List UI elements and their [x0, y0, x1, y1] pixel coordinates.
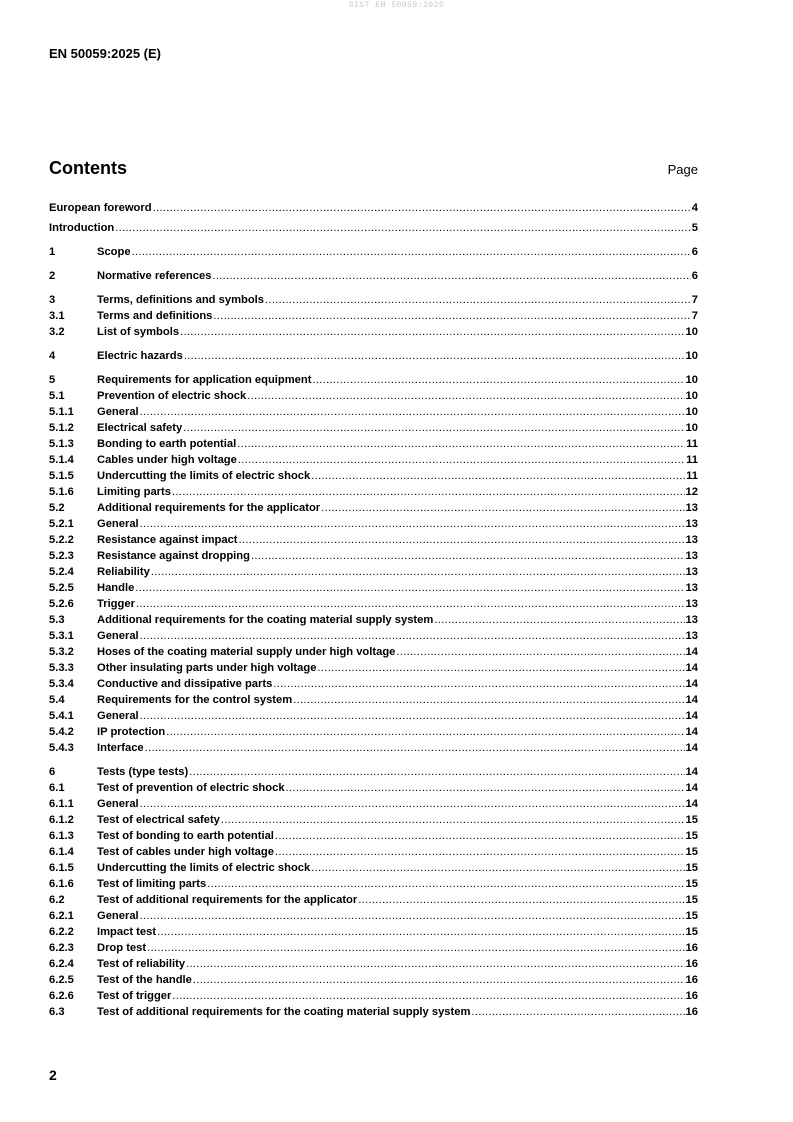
toc-entry-page: 15	[685, 894, 698, 906]
toc-entry[interactable]	[49, 940, 698, 956]
dot-leader	[193, 972, 685, 988]
toc-entry-title[interactable]: Normative references	[97, 270, 212, 282]
toc-entry[interactable]	[49, 404, 698, 420]
dot-leader	[238, 452, 685, 468]
toc-entry-page: 14	[685, 662, 698, 674]
dot-leader	[212, 268, 690, 284]
toc-entry[interactable]	[49, 740, 698, 756]
toc-entry-page: 10	[685, 326, 698, 338]
dot-leader	[311, 468, 685, 484]
toc-entry-number: 6.2.2	[49, 926, 74, 938]
toc-entry-title[interactable]: Cables under high voltage	[97, 454, 237, 466]
dot-leader	[140, 908, 685, 924]
toc-entry-number: 4	[49, 350, 56, 362]
toc-entry-title[interactable]: Bonding to earth potential	[97, 438, 237, 450]
toc-entry-title[interactable]: General	[97, 710, 139, 722]
toc-entry[interactable]	[49, 548, 698, 564]
toc-entry-title[interactable]: Scope	[97, 246, 131, 258]
page-column-label: Page	[667, 162, 698, 177]
toc-entry-number: 5.2.1	[49, 518, 74, 530]
dot-leader	[239, 532, 685, 548]
toc-entry[interactable]	[49, 708, 698, 724]
toc-entry-page: 10	[685, 374, 698, 386]
toc-entry[interactable]	[49, 676, 698, 692]
toc-entry-page: 15	[685, 878, 698, 890]
toc-entry-title[interactable]: Test of the handle	[97, 974, 192, 986]
dot-leader	[140, 708, 685, 724]
toc-entry-number: 5.3.2	[49, 646, 74, 658]
toc-entry-number: 5.4.1	[49, 710, 74, 722]
toc-entry-number: 5.2.5	[49, 582, 74, 594]
toc-entry-number: 5.2.3	[49, 550, 74, 562]
toc-entry-number: 6.2.3	[49, 942, 74, 954]
toc-entry-page: 15	[685, 926, 698, 938]
toc-entry[interactable]	[49, 612, 698, 628]
toc-entry-number: 5.2.6	[49, 598, 74, 610]
dot-leader	[434, 612, 684, 628]
toc-entry[interactable]	[49, 268, 698, 284]
dot-leader	[358, 892, 684, 908]
toc-entry-page: 16	[685, 1006, 698, 1018]
dot-leader	[275, 828, 685, 844]
toc-entry-number: 6.1.2	[49, 814, 74, 826]
toc-entry-page: 13	[685, 534, 698, 546]
toc-entry-page: 4	[691, 202, 698, 214]
toc-entry[interactable]	[49, 956, 698, 972]
toc-entry[interactable]	[49, 828, 698, 844]
toc-entry-title[interactable]: General	[97, 518, 139, 530]
toc-entry-title[interactable]: General	[97, 406, 139, 418]
toc-entry-page: 14	[685, 646, 698, 658]
toc-entry[interactable]	[49, 420, 698, 436]
dot-leader	[265, 292, 691, 308]
dot-leader	[135, 580, 684, 596]
toc-entry-number: 6.3	[49, 1006, 65, 1018]
toc-entry[interactable]	[49, 500, 698, 516]
toc-entry[interactable]	[49, 724, 698, 740]
toc-entry-title[interactable]: Requirements for the control system	[97, 694, 293, 706]
toc-entry[interactable]	[49, 244, 698, 260]
toc-entry[interactable]	[49, 1004, 698, 1020]
toc-entry-page: 15	[685, 814, 698, 826]
toc-entry-number: 5.2	[49, 502, 65, 514]
toc-entry-title[interactable]: Undercutting the limits of electric shock	[97, 470, 311, 482]
dot-leader	[153, 200, 691, 216]
dot-leader	[180, 324, 684, 340]
toc-entry[interactable]	[49, 844, 698, 860]
toc-entry-page: 13	[685, 550, 698, 562]
toc-entry-page: 14	[685, 694, 698, 706]
toc-entry-title[interactable]: Other insulating parts under high voltage	[97, 662, 317, 674]
toc-entry-page: 13	[685, 630, 698, 642]
toc-entry-page: 10	[685, 406, 698, 418]
dot-leader	[140, 516, 685, 532]
toc-entry-number: 5	[49, 374, 56, 386]
toc-entry-number: 1	[49, 246, 56, 258]
toc-entry-title[interactable]: Test of reliability	[97, 958, 186, 970]
toc-entry-title[interactable]: Test of bonding to earth potential	[97, 830, 274, 842]
dot-leader	[317, 660, 684, 676]
dot-leader	[147, 940, 684, 956]
dot-leader	[471, 1004, 684, 1020]
toc-entry[interactable]	[49, 892, 698, 908]
toc-entry-title[interactable]: Introduction	[49, 222, 115, 234]
toc-entry-title[interactable]: Terms and definitions	[97, 310, 213, 322]
toc-entry[interactable]	[49, 660, 698, 676]
toc-entry[interactable]	[49, 468, 698, 484]
toc-entry-title[interactable]: Tests (type tests)	[97, 766, 189, 778]
toc-entry[interactable]	[49, 532, 698, 548]
toc-entry-page: 16	[685, 990, 698, 1002]
dot-leader	[183, 420, 684, 436]
dot-leader	[132, 244, 691, 260]
toc-entry-title[interactable]: European foreword	[49, 202, 152, 214]
toc-entry-page: 6	[691, 270, 698, 282]
toc-entry-page: 12	[685, 486, 698, 498]
toc-entry-page: 11	[686, 454, 698, 466]
toc-entry-title[interactable]: Additional requirements for the coating material supply system	[97, 614, 434, 626]
dot-leader	[251, 548, 685, 564]
toc-entry-title[interactable]: Requirements for application equipment	[97, 374, 312, 386]
toc-entry-number: 2	[49, 270, 56, 282]
toc-entry[interactable]	[49, 308, 698, 324]
toc-entry-number: 6.1	[49, 782, 65, 794]
toc-entry-page: 11	[686, 470, 698, 482]
toc-entry-title[interactable]: General	[97, 630, 139, 642]
toc-entry[interactable]	[49, 860, 698, 876]
dot-leader	[321, 500, 684, 516]
toc-entry-number: 5.3	[49, 614, 65, 626]
toc-entry-number: 3.2	[49, 326, 65, 338]
toc-entry[interactable]	[49, 644, 698, 660]
toc-entry-page: 16	[685, 958, 698, 970]
toc-entry-title[interactable]: Resistance against impact	[97, 534, 238, 546]
toc-entry-page: 13	[685, 614, 698, 626]
toc-entry-title[interactable]: Test of trigger	[97, 990, 172, 1002]
toc-entry-page: 16	[685, 974, 698, 986]
toc-entry-title[interactable]: List of symbols	[97, 326, 180, 338]
toc-entry-page: 15	[685, 846, 698, 858]
toc-entry-number: 5.1.4	[49, 454, 74, 466]
toc-entry-title[interactable]: General	[97, 798, 139, 810]
toc-entry-number: 5.3.4	[49, 678, 74, 690]
dot-leader	[172, 988, 684, 1004]
toc-entry-title[interactable]: Electric hazards	[97, 350, 183, 362]
dot-leader	[136, 596, 685, 612]
toc-entry-title[interactable]: Resistance against dropping	[97, 550, 250, 562]
toc-entry-page: 15	[685, 910, 698, 922]
toc-entry[interactable]	[49, 372, 698, 388]
toc-entry[interactable]	[49, 988, 698, 1004]
toc-entry-page: 14	[685, 766, 698, 778]
toc-entry-number: 5.1.5	[49, 470, 74, 482]
toc-entry-title[interactable]: Electrical safety	[97, 422, 183, 434]
dot-leader	[172, 484, 685, 500]
dot-leader	[237, 436, 685, 452]
toc-entry-number: 5.1	[49, 390, 65, 402]
toc-entry-page: 14	[685, 678, 698, 690]
toc-entry[interactable]	[49, 292, 698, 308]
dot-leader	[312, 372, 684, 388]
toc-entry-number: 5.3.3	[49, 662, 74, 674]
dot-leader	[221, 812, 685, 828]
toc-entry-page: 6	[691, 246, 698, 258]
toc-entry[interactable]	[49, 484, 698, 500]
toc-entry[interactable]	[49, 796, 698, 812]
toc-entry-page: 15	[685, 830, 698, 842]
dot-leader	[311, 860, 684, 876]
toc-entry[interactable]	[49, 324, 698, 340]
dot-leader	[286, 780, 685, 796]
toc-entry-number: 5.4	[49, 694, 65, 706]
toc-entry[interactable]	[49, 628, 698, 644]
toc-entry-page: 13	[685, 502, 698, 514]
toc-entry-number: 3	[49, 294, 56, 306]
toc-entry-number: 5.1.1	[49, 406, 74, 418]
dot-leader	[293, 692, 684, 708]
toc-entry-number: 6.2	[49, 894, 65, 906]
toc-entry-number: 6.2.1	[49, 910, 74, 922]
toc-entry-title[interactable]: Test of cables under high voltage	[97, 846, 274, 858]
table-of-contents	[49, 200, 698, 1020]
toc-entry-number: 5.3.1	[49, 630, 74, 642]
toc-entry-page: 13	[685, 518, 698, 530]
toc-entry-page: 13	[685, 566, 698, 578]
toc-entry[interactable]	[49, 200, 698, 216]
dot-leader	[275, 844, 685, 860]
toc-entry-page: 10	[685, 350, 698, 362]
toc-entry-title[interactable]: Hoses of the coating material supply under high voltage	[97, 646, 396, 658]
toc-entry-page: 14	[685, 782, 698, 794]
toc-entry-title[interactable]: Test of additional requirements for the coating material supply system	[97, 1006, 471, 1018]
toc-entry-page: 10	[685, 422, 698, 434]
toc-entry-title[interactable]: IP protection	[97, 726, 166, 738]
toc-entry[interactable]	[49, 348, 698, 364]
toc-entry[interactable]	[49, 780, 698, 796]
toc-entry-title[interactable]: Conductive and dissipative parts	[97, 678, 273, 690]
document-id: EN 50059:2025 (E)	[49, 46, 162, 61]
toc-entry[interactable]	[49, 812, 698, 828]
toc-entry-page: 14	[685, 710, 698, 722]
toc-entry-page: 7	[691, 310, 698, 322]
dot-leader	[151, 564, 685, 580]
toc-entry[interactable]	[49, 516, 698, 532]
toc-entry-title[interactable]: Reliability	[97, 566, 150, 578]
dot-leader	[145, 740, 685, 756]
dot-leader	[157, 924, 684, 940]
toc-entry-title[interactable]: Test of additional requirements for the applicator	[97, 894, 358, 906]
dot-leader	[140, 404, 685, 420]
toc-entry[interactable]	[49, 580, 698, 596]
page-number: 2	[49, 1067, 57, 1083]
dot-leader	[189, 764, 684, 780]
toc-entry-number: 5.1.6	[49, 486, 74, 498]
toc-entry-number: 5.4.2	[49, 726, 74, 738]
toc-entry[interactable]	[49, 876, 698, 892]
toc-entry-number: 6.1.4	[49, 846, 74, 858]
toc-entry-number: 6.2.4	[49, 958, 74, 970]
toc-entry-page: 13	[685, 598, 698, 610]
toc-entry[interactable]	[49, 452, 698, 468]
dot-leader	[213, 308, 690, 324]
toc-entry-page: 14	[685, 798, 698, 810]
toc-entry-title[interactable]: Additional requirements for the applicator	[97, 502, 321, 514]
toc-entry-number: 6.1.6	[49, 878, 74, 890]
toc-entry[interactable]	[49, 436, 698, 452]
toc-entry-number: 6.2.6	[49, 990, 74, 1002]
toc-entry[interactable]	[49, 220, 698, 236]
toc-entry-page: 10	[685, 390, 698, 402]
toc-entry-number: 5.2.2	[49, 534, 74, 546]
toc-entry-number: 6.1.1	[49, 798, 74, 810]
toc-entry-title[interactable]: Prevention of electric shock	[97, 390, 247, 402]
toc-entry-number: 6.1.3	[49, 830, 74, 842]
toc-entry-title[interactable]: Undercutting the limits of electric shock	[97, 862, 311, 874]
toc-entry-number: 5.2.4	[49, 566, 74, 578]
dot-leader	[115, 220, 691, 236]
dot-leader	[186, 956, 684, 972]
toc-entry-title[interactable]: Drop test	[97, 942, 147, 954]
toc-entry-title[interactable]: Test of prevention of electric shock	[97, 782, 285, 794]
toc-entry-title[interactable]: Test of limiting parts	[97, 878, 207, 890]
toc-entry-number: 5.1.3	[49, 438, 74, 450]
toc-entry-page: 14	[685, 742, 698, 754]
dot-leader	[184, 348, 685, 364]
dot-leader	[207, 876, 684, 892]
toc-entry[interactable]	[49, 564, 698, 580]
toc-entry[interactable]	[49, 388, 698, 404]
toc-entry[interactable]	[49, 972, 698, 988]
toc-entry-page: 15	[685, 862, 698, 874]
toc-entry-number: 6.2.5	[49, 974, 74, 986]
dot-leader	[273, 676, 684, 692]
dot-leader	[140, 796, 685, 812]
toc-entry-title[interactable]: Test of electrical safety	[97, 814, 220, 826]
contents-title: Contents	[49, 158, 127, 178]
toc-entry-title[interactable]: Terms, definitions and symbols	[97, 294, 265, 306]
toc-entry-title[interactable]: Impact test	[97, 926, 157, 938]
dot-leader	[140, 628, 685, 644]
dot-leader	[166, 724, 684, 740]
toc-entry-number: 5.1.2	[49, 422, 74, 434]
toc-entry-title[interactable]: Trigger	[97, 598, 135, 610]
toc-entry-title[interactable]: Interface	[97, 742, 144, 754]
toc-entry-page: 13	[685, 582, 698, 594]
toc-entry-number: 6	[49, 766, 56, 778]
dot-leader	[247, 388, 684, 404]
toc-entry[interactable]	[49, 764, 698, 780]
toc-entry[interactable]	[49, 908, 698, 924]
toc-entry-page: 16	[685, 942, 698, 954]
watermark: SIST EN 50059:2025	[348, 1, 445, 10]
toc-entry-page: 5	[691, 222, 698, 234]
toc-entry-title[interactable]: General	[97, 910, 139, 922]
toc-entry-number: 6.1.5	[49, 862, 74, 874]
dot-leader	[396, 644, 684, 660]
toc-entry-page: 14	[685, 726, 698, 738]
toc-entry-page: 7	[691, 294, 698, 306]
toc-entry-title[interactable]: Handle	[97, 582, 135, 594]
toc-entry[interactable]	[49, 692, 698, 708]
toc-entry-number: 5.4.3	[49, 742, 74, 754]
toc-entry[interactable]	[49, 924, 698, 940]
toc-entry[interactable]	[49, 596, 698, 612]
toc-entry-title[interactable]: Limiting parts	[97, 486, 171, 498]
toc-entry-page: 11	[686, 438, 698, 450]
toc-entry-number: 3.1	[49, 310, 65, 322]
